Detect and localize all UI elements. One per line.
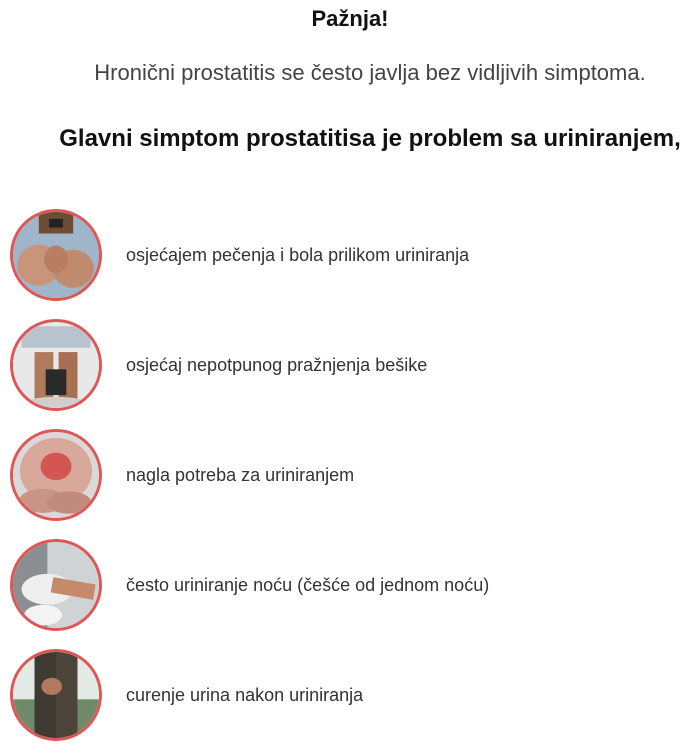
symptom-text: osjećajem pečenja i bola prilikom uriniranja [126,244,470,265]
night-toilet-photo-icon [10,539,102,631]
symptom-item [10,200,690,310]
abdomen-pain-photo-icon [10,429,102,521]
symptom-text: osjećaj nepotpunog pražnjenja bešike [126,354,428,375]
symptom-list [10,200,690,750]
urinal-photo-icon [10,649,102,741]
symptom-item [10,310,690,420]
pelvic-pain-photo-icon [10,209,102,301]
symptom-text: nagla potreba za uriniranjem [126,464,355,485]
subtitle: Hronični prostatitis se često javlja bez vidljivih simptoma. [94,60,646,85]
toilet-sitting-photo-icon [10,319,102,411]
symptom-item [10,530,690,640]
headline: Glavni simptom prostatitisa je problem sa uriniranjem, [59,125,681,152]
symptom-text: često uriniranje noću (češće od jednom noću) [126,574,490,595]
symptom-item [10,420,690,530]
symptom-text: curenje urina nakon uriniranja [126,684,364,705]
symptom-item [10,640,690,750]
title: Pažnja! [311,6,389,31]
